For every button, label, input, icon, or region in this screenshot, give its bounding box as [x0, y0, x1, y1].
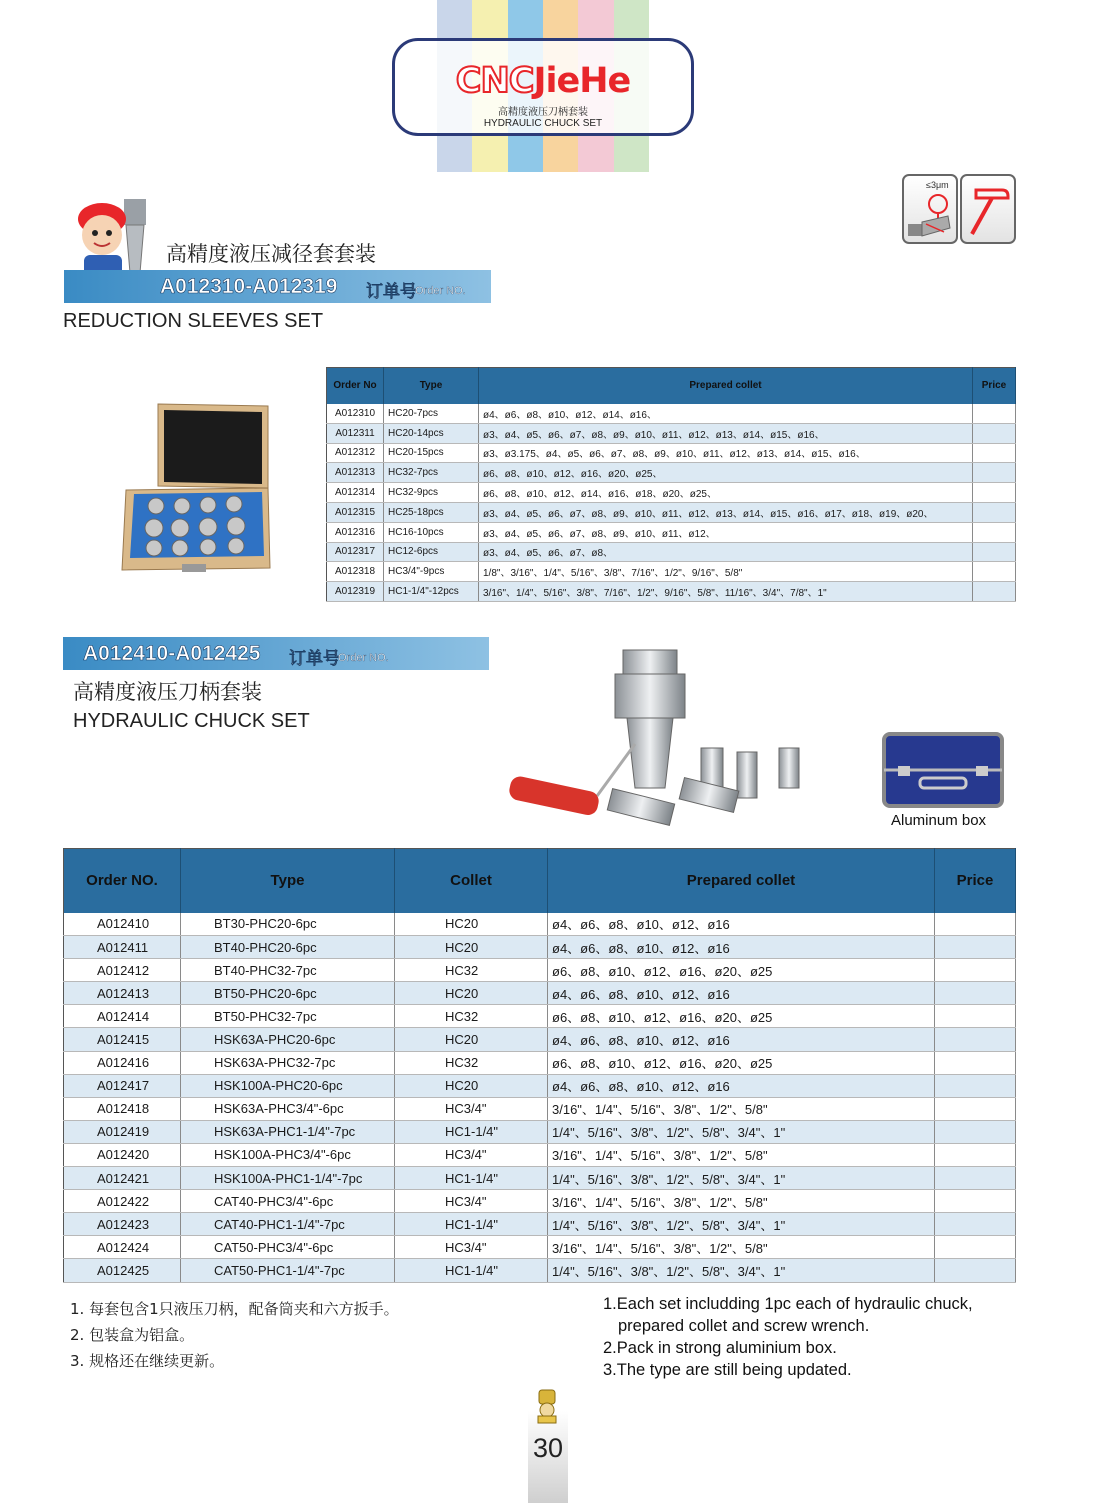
brand-logo: [392, 38, 694, 136]
table-row: [64, 1097, 1016, 1120]
table-cell: HSK100A-PHC3/4"-6pc: [181, 1143, 395, 1166]
table-cell: ø3、ø4、ø5、ø6、ø7、ø8、: [479, 542, 973, 562]
table-cell: [973, 502, 1016, 522]
table-cell: A012310: [327, 404, 384, 424]
table-cell: [935, 1213, 1016, 1236]
table-cell: CAT50-PHC1-1/4"-7pc: [181, 1259, 395, 1282]
table-cell: ø3、ø4、ø5、ø6、ø7、ø8、ø9、ø10、ø11、ø12、ø13、ø14、ø15、ø16、: [479, 423, 973, 443]
table-cell: A012410: [64, 913, 181, 936]
table-cell: ø3、ø4、ø5、ø6、ø7、ø8、ø9、ø10、ø11、ø12、: [479, 522, 973, 542]
table-cell: ø6、ø8、ø10、ø12、ø16、ø20、ø25: [548, 1005, 935, 1028]
hydraulic-chuck-table: [63, 848, 1016, 1283]
table-cell: HC32: [395, 1051, 548, 1074]
table-cell: HSK63A-PHC20-6pc: [181, 1028, 395, 1051]
notes-cn: [70, 1296, 399, 1374]
table-cell: [935, 1143, 1016, 1166]
section2-order-bar: [63, 637, 489, 670]
table-row: [327, 582, 1016, 602]
table-row: [327, 443, 1016, 463]
table-cell: HC20-7pcs: [384, 404, 479, 424]
table-cell: [973, 542, 1016, 562]
hydraulic-chuck-set-image: [505, 648, 815, 828]
column-header: Prepared collet: [548, 849, 935, 913]
notes-en: [603, 1293, 973, 1381]
table-cell: HC12-6pcs: [384, 542, 479, 562]
column-header: Price: [973, 368, 1016, 404]
table-cell: BT40-PHC32-7pc: [181, 959, 395, 982]
column-header: Order NO.: [64, 849, 181, 913]
table-cell: A012423: [64, 1213, 181, 1236]
table-cell: HC32-9pcs: [384, 483, 479, 503]
table-cell: ø4、ø6、ø8、ø10、ø12、ø16: [548, 913, 935, 936]
table-row: [327, 423, 1016, 443]
page-number: 30: [532, 1433, 564, 1463]
table-cell: ø6、ø8、ø10、ø12、ø14、ø16、ø18、ø20、ø25、: [479, 483, 973, 503]
table-cell: [973, 582, 1016, 602]
table-cell: ø4、ø6、ø8、ø10、ø12、ø16: [548, 1074, 935, 1097]
table-cell: HC20: [395, 1028, 548, 1051]
table-cell: A012415: [64, 1028, 181, 1051]
table-cell: A012420: [64, 1143, 181, 1166]
table-row: [64, 1005, 1016, 1028]
table-cell: HC3/4"-9pcs: [384, 562, 479, 582]
table-cell: HC1-1/4"-12pcs: [384, 582, 479, 602]
section1-title-cn: 高精度液压减径套套装: [166, 242, 376, 266]
table-cell: HSK63A-PHC32-7pc: [181, 1051, 395, 1074]
table-cell: HC3/4": [395, 1097, 548, 1120]
table-cell: A012419: [64, 1120, 181, 1143]
table-row: [64, 1143, 1016, 1166]
table-row: [64, 1051, 1016, 1074]
table-cell: HSK100A-PHC1-1/4"-7pc: [181, 1167, 395, 1190]
table-cell: HC20-15pcs: [384, 443, 479, 463]
table-row: [327, 502, 1016, 522]
table-row: [64, 913, 1016, 936]
hex-wrench-icon: [960, 174, 1016, 244]
table-cell: BT50-PHC20-6pc: [181, 982, 395, 1005]
table-cell: ø6、ø8、ø10、ø12、ø16、ø20、ø25、: [479, 463, 973, 483]
table-cell: [973, 443, 1016, 463]
table-cell: CAT40-PHC1-1/4"-7pc: [181, 1213, 395, 1236]
table-cell: 3/16"、1/4"、5/16"、3/8"、1/2"、5/8": [548, 1236, 935, 1259]
table-cell: HC32-7pcs: [384, 463, 479, 483]
note-cn-item: 2. 包装盒为铝盒。: [70, 1326, 195, 1344]
table-cell: [973, 463, 1016, 483]
runout-precision-icon: [902, 174, 958, 244]
column-header: Type: [181, 849, 395, 913]
table-cell: A012317: [327, 542, 384, 562]
table-cell: A012418: [64, 1097, 181, 1120]
table-cell: [935, 982, 1016, 1005]
table-cell: 3/16"、1/4"、5/16"、3/8"、7/16"、1/2"、9/16"、5/8"、11/16"、3/4"、7/8"、1": [479, 582, 973, 602]
table-cell: [935, 1097, 1016, 1120]
table-cell: HC1-1/4": [395, 1120, 548, 1143]
table-cell: BT50-PHC32-7pc: [181, 1005, 395, 1028]
note-en-item: 3.The type are still being updated.: [603, 1361, 852, 1379]
logo-subtitle-cn: 高精度液压刀柄套装: [498, 107, 588, 118]
table-cell: [973, 404, 1016, 424]
table-cell: [935, 936, 1016, 959]
aluminum-box-image: [880, 730, 1006, 810]
section2-title-cn: 高精度液压刀柄套装: [73, 680, 262, 704]
table-cell: [935, 1051, 1016, 1074]
table-cell: HC25-18pcs: [384, 502, 479, 522]
table-cell: BT30-PHC20-6pc: [181, 913, 395, 936]
table-cell: HC20: [395, 936, 548, 959]
table-cell: [973, 562, 1016, 582]
table-cell: [935, 1236, 1016, 1259]
table-row: [64, 959, 1016, 982]
table-cell: [973, 423, 1016, 443]
table-cell: A012421: [64, 1167, 181, 1190]
logo-cnc-text: CNC: [455, 61, 534, 101]
table-cell: A012414: [64, 1005, 181, 1028]
section2-order-range: A012410-A012425: [83, 642, 261, 665]
table-cell: [935, 1028, 1016, 1051]
table-row: [64, 1167, 1016, 1190]
section2-order-label-en: Order NO.: [338, 652, 389, 664]
table-cell: A012425: [64, 1259, 181, 1282]
table-cell: HC32: [395, 959, 548, 982]
table-cell: A012315: [327, 502, 384, 522]
table-cell: A012413: [64, 982, 181, 1005]
section1-title-en: REDUCTION SLEEVES SET: [63, 310, 324, 332]
aluminum-box-label: Aluminum box: [891, 812, 987, 829]
table-cell: HSK100A-PHC20-6pc: [181, 1074, 395, 1097]
precision-label: ≤3μm: [926, 180, 949, 190]
table-cell: 1/4"、5/16"、3/8"、1/2"、5/8"、3/4"、1": [548, 1259, 935, 1282]
table-cell: ø6、ø8、ø10、ø12、ø16、ø20、ø25: [548, 1051, 935, 1074]
table-cell: HSK63A-PHC1-1/4"-7pc: [181, 1120, 395, 1143]
table-cell: A012424: [64, 1236, 181, 1259]
table-cell: HC1-1/4": [395, 1167, 548, 1190]
table-cell: HC20: [395, 982, 548, 1005]
table-row: [64, 1236, 1016, 1259]
table-cell: A012311: [327, 423, 384, 443]
table-cell: A012316: [327, 522, 384, 542]
table-row: [327, 522, 1016, 542]
note-en-item: 1.Each set includding 1pc each of hydraulic chuck,: [603, 1295, 973, 1313]
column-header: Price: [935, 849, 1016, 913]
column-header: Order No: [327, 368, 384, 404]
table-cell: A012416: [64, 1051, 181, 1074]
table-cell: CAT50-PHC3/4"-6pc: [181, 1236, 395, 1259]
section2-title-en: HYDRAULIC CHUCK SET: [73, 710, 310, 732]
table-cell: HC3/4": [395, 1143, 548, 1166]
table-cell: ø3、ø4、ø5、ø6、ø7、ø8、ø9、ø10、ø11、ø12、ø13、ø14、ø15、ø16、ø17、ø18、ø19、ø20、: [479, 502, 973, 522]
table-row: [64, 1120, 1016, 1143]
table-cell: BT40-PHC20-6pc: [181, 936, 395, 959]
column-header: Prepared collet: [479, 368, 973, 404]
table-cell: A012318: [327, 562, 384, 582]
table-cell: [935, 1190, 1016, 1213]
note-cn-item: 1. 每套包含1只液压刀柄，配备筒夹和六方扳手。: [70, 1300, 399, 1318]
table-cell: 3/16"、1/4"、5/16"、3/8"、1/2"、5/8": [548, 1190, 935, 1213]
table-row: [64, 1190, 1016, 1213]
table-cell: [935, 959, 1016, 982]
table-cell: [935, 1120, 1016, 1143]
section1-order-range: A012310-A012319: [160, 275, 338, 298]
table-cell: ø4、ø6、ø8、ø10、ø12、ø14、ø16、: [479, 404, 973, 424]
table-row: [327, 483, 1016, 503]
table-cell: ø4、ø6、ø8、ø10、ø12、ø16: [548, 936, 935, 959]
section1-order-label-en: Order NO.: [415, 285, 466, 297]
table-cell: A012319: [327, 582, 384, 602]
section2-order-label-cn: 订单号: [289, 649, 340, 669]
table-cell: HC3/4": [395, 1236, 548, 1259]
table-row: [64, 1259, 1016, 1282]
table-cell: HC1-1/4": [395, 1213, 548, 1236]
table-cell: [935, 1074, 1016, 1097]
table-row: [64, 1028, 1016, 1051]
table-cell: A012422: [64, 1190, 181, 1213]
note-en-item: 2.Pack in strong aluminium box.: [603, 1339, 837, 1357]
table-cell: HC20-14pcs: [384, 423, 479, 443]
table-cell: A012412: [64, 959, 181, 982]
reduction-sleeves-box-image: [118, 398, 272, 584]
table-cell: CAT40-PHC3/4"-6pc: [181, 1190, 395, 1213]
table-cell: [935, 1259, 1016, 1282]
table-cell: 1/4"、5/16"、3/8"、1/2"、5/8"、3/4"、1": [548, 1167, 935, 1190]
section1-order-bar: [64, 270, 491, 303]
table-cell: 3/16"、1/4"、5/16"、3/8"、1/2"、5/8": [548, 1097, 935, 1120]
table-cell: [973, 483, 1016, 503]
logo-jiehe-text: JieHe: [533, 61, 631, 101]
table-cell: [935, 913, 1016, 936]
table-cell: 1/8"、3/16"、1/4"、5/16"、3/8"、7/16"、1/2"、9/16"、5/8": [479, 562, 973, 582]
column-header: Type: [384, 368, 479, 404]
table-cell: HC16-10pcs: [384, 522, 479, 542]
table-row: [64, 936, 1016, 959]
table-cell: HC20: [395, 913, 548, 936]
table-cell: HSK63A-PHC3/4"-6pc: [181, 1097, 395, 1120]
table-cell: HC1-1/4": [395, 1259, 548, 1282]
table-cell: 1/4"、5/16"、3/8"、1/2"、5/8"、3/4"、1": [548, 1120, 935, 1143]
table-cell: HC32: [395, 1005, 548, 1028]
table-cell: [973, 522, 1016, 542]
table-cell: ø6、ø8、ø10、ø12、ø16、ø20、ø25: [548, 959, 935, 982]
table-cell: A012312: [327, 443, 384, 463]
note-en-item: prepared collet and screw wrench.: [618, 1317, 870, 1335]
table-row: [327, 562, 1016, 582]
table-row: [64, 982, 1016, 1005]
table-cell: HC20: [395, 1074, 548, 1097]
table-cell: [935, 1167, 1016, 1190]
reduction-sleeves-table: [326, 367, 1016, 602]
table-cell: 1/4"、5/16"、3/8"、1/2"、5/8"、3/4"、1": [548, 1213, 935, 1236]
table-row: [327, 404, 1016, 424]
table-row: [327, 542, 1016, 562]
table-row: [327, 463, 1016, 483]
table-cell: A012417: [64, 1074, 181, 1097]
table-cell: A012314: [327, 483, 384, 503]
column-header: Collet: [395, 849, 548, 913]
section1-order-label-cn: 订单号: [366, 282, 417, 302]
table-cell: ø3、ø3.175、ø4、ø5、ø6、ø7、ø8、ø9、ø10、ø11、ø12、ø13、ø14、ø15、ø16、: [479, 443, 973, 463]
table-cell: ø4、ø6、ø8、ø10、ø12、ø16: [548, 1028, 935, 1051]
table-cell: A012313: [327, 463, 384, 483]
table-row: [64, 1213, 1016, 1236]
logo-subtitle-en: HYDRAULIC CHUCK SET: [483, 118, 603, 129]
note-cn-item: 3. 规格还在继续更新。: [70, 1352, 225, 1370]
table-cell: A012411: [64, 936, 181, 959]
footer-mascot-icon: [532, 1388, 562, 1424]
table-cell: HC3/4": [395, 1190, 548, 1213]
table-cell: ø4、ø6、ø8、ø10、ø12、ø16: [548, 982, 935, 1005]
table-cell: [935, 1005, 1016, 1028]
table-row: [64, 1074, 1016, 1097]
table-cell: 3/16"、1/4"、5/16"、3/8"、1/2"、5/8": [548, 1143, 935, 1166]
